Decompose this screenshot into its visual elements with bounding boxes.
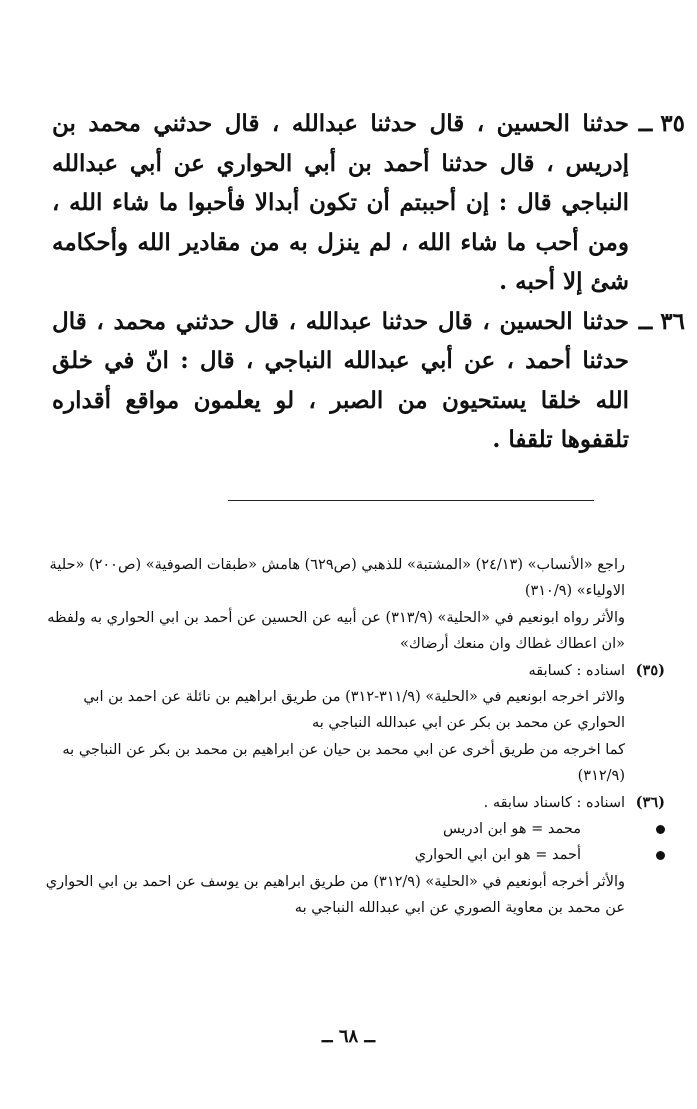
bullet-text: أحمد = هو ابن ابي الحواري: [414, 847, 581, 864]
bullet-item: [40, 842, 625, 868]
footnote-line: والاثر اخرجه ابونعيم في «الحلية» (٣١١/٩-٣١٢) من طريق ابراهيم بن نائلة عن احمد بن ابي الحواري عن محمد بن بكر عن ابي عبدالله النباجي به: [83, 689, 625, 732]
footnote-36-isnad: [40, 790, 665, 816]
bullet-icon: [656, 825, 665, 834]
footnotes: [40, 552, 665, 922]
hadith-36: [52, 302, 685, 460]
footnote-line: والأثر أخرجه أبونعيم في «الحلية» (٣١٢/٩) من طريق ابراهيم بن يوسف عن احمد بن ابي الحواري عن محمد بن معاوية الصوري عن ابي عبدالله النباجي به: [45, 873, 625, 917]
footnote-number: (٣٥): [635, 661, 665, 679]
footnote-35-isnad: [40, 658, 665, 684]
bullet-item: [40, 816, 625, 842]
footnote-text: اسناده : كاسناد سابقه .: [483, 794, 625, 811]
footnote-line: راجع «الأنساب» (٢٤/١٣) «المشتبة» للذهبي (ص٦٢٩) هامش «طبقات الصوفية» (ص٢٠٠) «حلية الاولياء» (٣١٠/٩): [49, 557, 625, 600]
footnote-line: كما اخرجه من طريق أخرى عن ابي محمد بن حيان عن ابراهيم بن محمد بن بكر عن النباجي به (٣١٢/٩): [62, 741, 625, 785]
bullet-icon: [656, 851, 665, 860]
hadith-text: حدثنا الحسين ، قال حدثنا عبدالله ، قال حدثني محمد ، قال حدثنا أحمد ، عن أبي عبدالله النباجي ، قال : انّ في خلق الله خلقا يستحيون من الصبر ، لو يعلمون مواقع أقداره تلقفوها تلقفا .: [52, 307, 629, 453]
hadith-text: حدثنا الحسين ، قال حدثنا عبدالله ، قال حدثني محمد بن إدريس ، قال حدثنا أحمد بن أبي الحواري عن أبي عبدالله النباجي قال : إن أحببتم أن تكون أبدالا فأحبوا ما شاء الله ، ومن أحب ما شاء الله ، لم ينزل به من مقادير الله وأحكامه شئ إلا أحبه .: [52, 110, 630, 295]
footnote-line: والأثر رواه ابونعيم في «الحلية» (٣١٣/٩) عن أبيه عن الحسين عن أحمد بن ابي الحواري به ولفظه «ان اعطاك غطاك وان منعك أرضاك»: [47, 609, 625, 653]
page-number: ــ ٦٨ ــ: [322, 1026, 375, 1047]
footnote-number: (٣٦): [635, 793, 665, 811]
footnote-separator: [228, 500, 594, 501]
main-text: [52, 104, 685, 460]
hadith-35: [52, 104, 685, 302]
footnote-text: اسناده : كسابقه: [528, 662, 625, 679]
hadith-number: ٣٥ ــ: [638, 110, 685, 137]
hadith-number: ٣٦ ــ: [638, 307, 685, 335]
bullet-text: محمد = هو ابن ادريس: [443, 821, 581, 838]
